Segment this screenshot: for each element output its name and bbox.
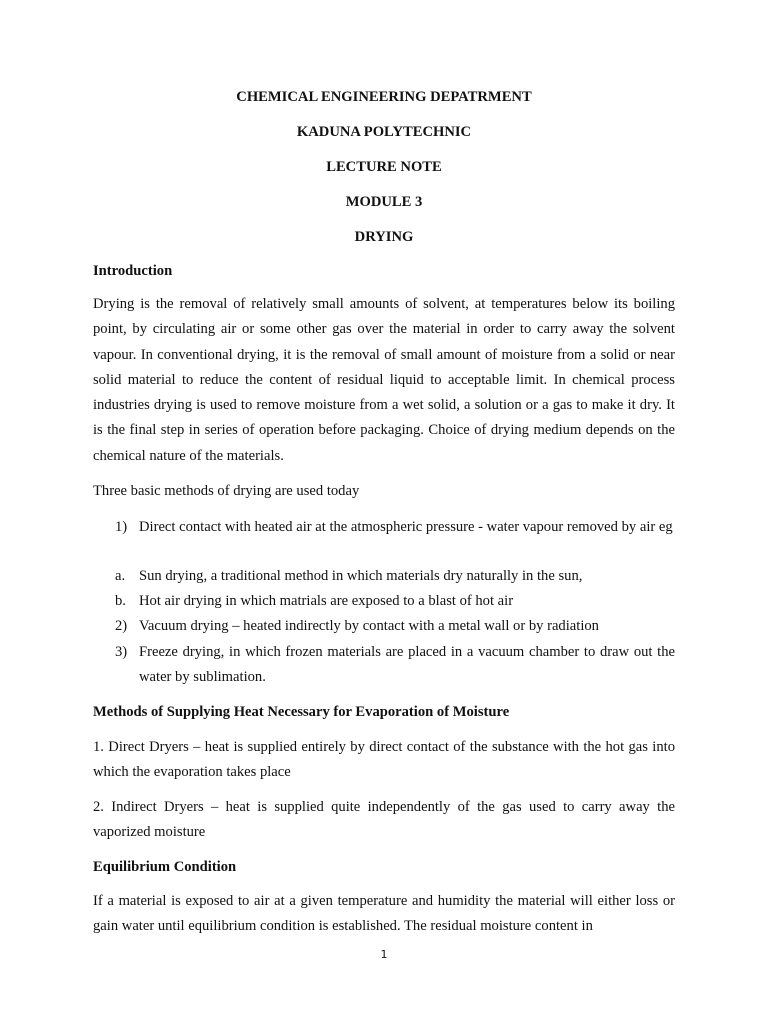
list-item-text: Freeze drying, in which frozen materials are placed in a vacuum chamber to draw out the water by sublimation. bbox=[139, 644, 675, 685]
list-item bbox=[115, 589, 675, 614]
list-item-marker: 1) bbox=[115, 519, 128, 535]
list-item-marker: b. bbox=[115, 593, 126, 609]
list-item-text: Direct contact with heated air at the atmospheric pressure - water vapour removed by air eg bbox=[139, 519, 673, 535]
institution-title: KADUNA POLYTECHNIC bbox=[296, 124, 472, 140]
list-item-text: Vacuum drying – heated indirectly by contact with a metal wall or by radiation bbox=[139, 618, 599, 634]
list-item-marker: 2) bbox=[115, 618, 128, 634]
list-item bbox=[115, 614, 675, 639]
module-title: MODULE 3 bbox=[345, 194, 423, 210]
heat-supply-heading: Methods of Supplying Heat Necessary for Evaporation of Moisture bbox=[93, 704, 510, 720]
equilibrium-paragraph: If a material is exposed to air at a given temperature and humidity the material will either loss or gain water until equilibrium condition is established. The residual moisture content in bbox=[93, 893, 675, 935]
department-title: CHEMICAL ENGINEERING DEPATRMENT bbox=[236, 89, 532, 105]
equilibrium-heading: Equilibrium Condition bbox=[93, 859, 237, 875]
introduction-heading: Introduction bbox=[93, 263, 173, 279]
list-item-marker: 3) bbox=[115, 644, 128, 660]
list-item-text: Sun drying, a traditional method in which materials dry naturally in the sun, bbox=[139, 568, 583, 584]
topic-title: DRYING bbox=[354, 229, 414, 245]
doc-type-title: LECTURE NOTE bbox=[326, 159, 442, 175]
direct-dryers-paragraph: 1. Direct Dryers – heat is supplied entirely by direct contact of the substance with the hot gas into which the evaporation takes place bbox=[93, 739, 675, 781]
list-item-text: Hot air drying in which matrials are exposed to a blast of hot air bbox=[139, 593, 514, 609]
list-item-marker: a. bbox=[115, 568, 126, 584]
list-item bbox=[115, 640, 675, 690]
methods-intro-text: Three basic methods of drying are used today bbox=[93, 483, 360, 499]
list-item bbox=[115, 564, 675, 589]
indirect-dryers-paragraph: 2. Indirect Dryers – heat is supplied quite independently of the gas used to carry away the vaporized moisture bbox=[93, 799, 675, 841]
page-number: 1 bbox=[380, 948, 388, 961]
introduction-paragraph: Drying is the removal of relatively small amounts of solvent, at temperatures below its boiling point, by circulating air or some other gas over the material in order to carry away the solvent vapour. In conventional drying, it is the removal of small amount of moisture from a solid or near solid material to reduce the content of residual liquid to acceptable limit. In chemical process industries drying is used to remove moisture from a wet solid, a solution or a gas to make it dry. It is the final step in series of operation before packaging. Choice of drying medium depends on the chemical nature of the materials. bbox=[93, 296, 675, 464]
list-item bbox=[115, 515, 675, 540]
